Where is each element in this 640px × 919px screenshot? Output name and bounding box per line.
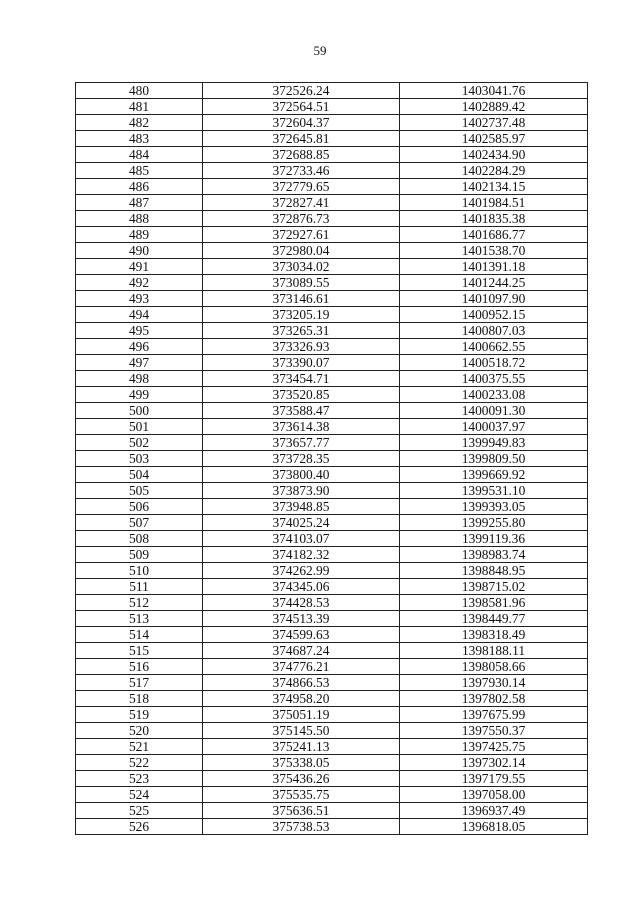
y-coordinate-cell: 1397675.99 xyxy=(400,707,588,723)
point-number-cell: 505 xyxy=(76,483,203,499)
point-number-cell: 482 xyxy=(76,115,203,131)
table-row xyxy=(76,83,588,99)
point-number-cell: 514 xyxy=(76,627,203,643)
x-coordinate-cell: 374599.63 xyxy=(203,627,400,643)
table-row xyxy=(76,707,588,723)
y-coordinate-cell: 1400233.08 xyxy=(400,387,588,403)
point-number-cell: 494 xyxy=(76,307,203,323)
table-row xyxy=(76,291,588,307)
table-row xyxy=(76,355,588,371)
x-coordinate-cell: 373146.61 xyxy=(203,291,400,307)
point-number-cell: 496 xyxy=(76,339,203,355)
table-row xyxy=(76,371,588,387)
x-coordinate-cell: 372980.04 xyxy=(203,243,400,259)
y-coordinate-cell: 1397179.55 xyxy=(400,771,588,787)
y-coordinate-cell: 1403041.76 xyxy=(400,83,588,99)
y-coordinate-cell: 1398983.74 xyxy=(400,547,588,563)
x-coordinate-cell: 374103.07 xyxy=(203,531,400,547)
y-coordinate-cell: 1401984.51 xyxy=(400,195,588,211)
y-coordinate-cell: 1402284.29 xyxy=(400,163,588,179)
y-coordinate-cell: 1396818.05 xyxy=(400,819,588,835)
table-row xyxy=(76,115,588,131)
point-number-cell: 498 xyxy=(76,371,203,387)
table-row xyxy=(76,131,588,147)
y-coordinate-cell: 1399255.80 xyxy=(400,515,588,531)
x-coordinate-cell: 374866.53 xyxy=(203,675,400,691)
table-row xyxy=(76,563,588,579)
point-number-cell: 504 xyxy=(76,467,203,483)
y-coordinate-cell: 1399809.50 xyxy=(400,451,588,467)
x-coordinate-cell: 373390.07 xyxy=(203,355,400,371)
y-coordinate-cell: 1402737.48 xyxy=(400,115,588,131)
table-row xyxy=(76,387,588,403)
table-row xyxy=(76,819,588,835)
x-coordinate-cell: 375636.51 xyxy=(203,803,400,819)
x-coordinate-cell: 374958.20 xyxy=(203,691,400,707)
x-coordinate-cell: 373614.38 xyxy=(203,419,400,435)
x-coordinate-cell: 372604.37 xyxy=(203,115,400,131)
x-coordinate-cell: 373728.35 xyxy=(203,451,400,467)
table-row xyxy=(76,179,588,195)
point-number-cell: 526 xyxy=(76,819,203,835)
point-number-cell: 501 xyxy=(76,419,203,435)
point-number-cell: 502 xyxy=(76,435,203,451)
point-number-cell: 509 xyxy=(76,547,203,563)
point-number-cell: 518 xyxy=(76,691,203,707)
point-number-cell: 519 xyxy=(76,707,203,723)
table-row xyxy=(76,419,588,435)
y-coordinate-cell: 1402434.90 xyxy=(400,147,588,163)
y-coordinate-cell: 1397425.75 xyxy=(400,739,588,755)
y-coordinate-cell: 1401538.70 xyxy=(400,243,588,259)
y-coordinate-cell: 1400091.30 xyxy=(400,403,588,419)
point-number-cell: 512 xyxy=(76,595,203,611)
x-coordinate-cell: 374345.06 xyxy=(203,579,400,595)
y-coordinate-cell: 1397058.00 xyxy=(400,787,588,803)
y-coordinate-cell: 1400518.72 xyxy=(400,355,588,371)
table-row xyxy=(76,275,588,291)
point-number-cell: 524 xyxy=(76,787,203,803)
table-row xyxy=(76,723,588,739)
y-coordinate-cell: 1398581.96 xyxy=(400,595,588,611)
point-number-cell: 493 xyxy=(76,291,203,307)
point-number-cell: 487 xyxy=(76,195,203,211)
point-number-cell: 480 xyxy=(76,83,203,99)
point-number-cell: 523 xyxy=(76,771,203,787)
table-row xyxy=(76,339,588,355)
point-number-cell: 525 xyxy=(76,803,203,819)
y-coordinate-cell: 1402134.15 xyxy=(400,179,588,195)
table-row xyxy=(76,739,588,755)
y-coordinate-cell: 1399393.05 xyxy=(400,499,588,515)
y-coordinate-cell: 1398715.02 xyxy=(400,579,588,595)
y-coordinate-cell: 1399119.36 xyxy=(400,531,588,547)
table-row xyxy=(76,771,588,787)
page-number: 59 xyxy=(313,43,327,58)
y-coordinate-cell: 1399531.10 xyxy=(400,483,588,499)
table-row xyxy=(76,499,588,515)
point-number-cell: 515 xyxy=(76,643,203,659)
y-coordinate-cell: 1397302.14 xyxy=(400,755,588,771)
y-coordinate-cell: 1401244.25 xyxy=(400,275,588,291)
x-coordinate-cell: 373034.02 xyxy=(203,259,400,275)
table-row xyxy=(76,323,588,339)
table-row xyxy=(76,643,588,659)
table-row xyxy=(76,595,588,611)
table-row xyxy=(76,147,588,163)
y-coordinate-cell: 1398848.95 xyxy=(400,563,588,579)
table-row xyxy=(76,403,588,419)
x-coordinate-cell: 375436.26 xyxy=(203,771,400,787)
x-coordinate-cell: 375051.19 xyxy=(203,707,400,723)
x-coordinate-cell: 373948.85 xyxy=(203,499,400,515)
point-number-cell: 500 xyxy=(76,403,203,419)
x-coordinate-cell: 372733.46 xyxy=(203,163,400,179)
x-coordinate-cell: 373265.31 xyxy=(203,323,400,339)
table-row xyxy=(76,227,588,243)
table-row xyxy=(76,451,588,467)
x-coordinate-cell: 372779.65 xyxy=(203,179,400,195)
x-coordinate-cell: 374025.24 xyxy=(203,515,400,531)
x-coordinate-cell: 373873.90 xyxy=(203,483,400,499)
table-row xyxy=(76,787,588,803)
table-row xyxy=(76,627,588,643)
table-body xyxy=(76,83,588,835)
y-coordinate-cell: 1399669.92 xyxy=(400,467,588,483)
y-coordinate-cell: 1398058.66 xyxy=(400,659,588,675)
y-coordinate-cell: 1401391.18 xyxy=(400,259,588,275)
point-number-cell: 488 xyxy=(76,211,203,227)
table-row xyxy=(76,691,588,707)
x-coordinate-cell: 373520.85 xyxy=(203,387,400,403)
point-number-cell: 521 xyxy=(76,739,203,755)
y-coordinate-cell: 1397550.37 xyxy=(400,723,588,739)
x-coordinate-cell: 372827.41 xyxy=(203,195,400,211)
point-number-cell: 510 xyxy=(76,563,203,579)
x-coordinate-cell: 372876.73 xyxy=(203,211,400,227)
x-coordinate-cell: 374428.53 xyxy=(203,595,400,611)
x-coordinate-cell: 372645.81 xyxy=(203,131,400,147)
table-row xyxy=(76,195,588,211)
table-row xyxy=(76,803,588,819)
y-coordinate-cell: 1400037.97 xyxy=(400,419,588,435)
x-coordinate-cell: 372927.61 xyxy=(203,227,400,243)
table-row xyxy=(76,579,588,595)
point-number-cell: 485 xyxy=(76,163,203,179)
y-coordinate-cell: 1397930.14 xyxy=(400,675,588,691)
table-row xyxy=(76,467,588,483)
x-coordinate-cell: 374687.24 xyxy=(203,643,400,659)
point-number-cell: 508 xyxy=(76,531,203,547)
table-row xyxy=(76,531,588,547)
point-number-cell: 506 xyxy=(76,499,203,515)
point-number-cell: 516 xyxy=(76,659,203,675)
point-number-cell: 495 xyxy=(76,323,203,339)
y-coordinate-cell: 1399949.83 xyxy=(400,435,588,451)
table-row xyxy=(76,755,588,771)
x-coordinate-cell: 375241.13 xyxy=(203,739,400,755)
point-number-cell: 522 xyxy=(76,755,203,771)
table-row xyxy=(76,99,588,115)
x-coordinate-cell: 373454.71 xyxy=(203,371,400,387)
x-coordinate-cell: 372688.85 xyxy=(203,147,400,163)
x-coordinate-cell: 374262.99 xyxy=(203,563,400,579)
point-number-cell: 489 xyxy=(76,227,203,243)
x-coordinate-cell: 372564.51 xyxy=(203,99,400,115)
y-coordinate-cell: 1397802.58 xyxy=(400,691,588,707)
table-row xyxy=(76,163,588,179)
y-coordinate-cell: 1398449.77 xyxy=(400,611,588,627)
coordinates-table xyxy=(75,82,588,835)
x-coordinate-cell: 373657.77 xyxy=(203,435,400,451)
point-number-cell: 511 xyxy=(76,579,203,595)
table-row xyxy=(76,307,588,323)
x-coordinate-cell: 374182.32 xyxy=(203,547,400,563)
point-number-cell: 503 xyxy=(76,451,203,467)
y-coordinate-cell: 1402585.97 xyxy=(400,131,588,147)
y-coordinate-cell: 1400952.15 xyxy=(400,307,588,323)
y-coordinate-cell: 1400807.03 xyxy=(400,323,588,339)
point-number-cell: 492 xyxy=(76,275,203,291)
table-row xyxy=(76,435,588,451)
x-coordinate-cell: 373205.19 xyxy=(203,307,400,323)
point-number-cell: 513 xyxy=(76,611,203,627)
table-row xyxy=(76,547,588,563)
table-row xyxy=(76,483,588,499)
x-coordinate-cell: 374513.39 xyxy=(203,611,400,627)
x-coordinate-cell: 374776.21 xyxy=(203,659,400,675)
x-coordinate-cell: 375738.53 xyxy=(203,819,400,835)
point-number-cell: 499 xyxy=(76,387,203,403)
point-number-cell: 481 xyxy=(76,99,203,115)
y-coordinate-cell: 1400375.55 xyxy=(400,371,588,387)
point-number-cell: 517 xyxy=(76,675,203,691)
x-coordinate-cell: 372526.24 xyxy=(203,83,400,99)
y-coordinate-cell: 1398188.11 xyxy=(400,643,588,659)
y-coordinate-cell: 1396937.49 xyxy=(400,803,588,819)
y-coordinate-cell: 1398318.49 xyxy=(400,627,588,643)
x-coordinate-cell: 373326.93 xyxy=(203,339,400,355)
y-coordinate-cell: 1401835.38 xyxy=(400,211,588,227)
point-number-cell: 491 xyxy=(76,259,203,275)
table-row xyxy=(76,211,588,227)
x-coordinate-cell: 375145.50 xyxy=(203,723,400,739)
point-number-cell: 486 xyxy=(76,179,203,195)
x-coordinate-cell: 373800.40 xyxy=(203,467,400,483)
point-number-cell: 483 xyxy=(76,131,203,147)
table-row xyxy=(76,611,588,627)
x-coordinate-cell: 375338.05 xyxy=(203,755,400,771)
table-row xyxy=(76,675,588,691)
point-number-cell: 490 xyxy=(76,243,203,259)
x-coordinate-cell: 373588.47 xyxy=(203,403,400,419)
point-number-cell: 520 xyxy=(76,723,203,739)
table-row xyxy=(76,259,588,275)
point-number-cell: 507 xyxy=(76,515,203,531)
y-coordinate-cell: 1400662.55 xyxy=(400,339,588,355)
table-row xyxy=(76,659,588,675)
table-row xyxy=(76,243,588,259)
y-coordinate-cell: 1401097.90 xyxy=(400,291,588,307)
x-coordinate-cell: 373089.55 xyxy=(203,275,400,291)
point-number-cell: 484 xyxy=(76,147,203,163)
point-number-cell: 497 xyxy=(76,355,203,371)
x-coordinate-cell: 375535.75 xyxy=(203,787,400,803)
y-coordinate-cell: 1401686.77 xyxy=(400,227,588,243)
y-coordinate-cell: 1402889.42 xyxy=(400,99,588,115)
table-row xyxy=(76,515,588,531)
